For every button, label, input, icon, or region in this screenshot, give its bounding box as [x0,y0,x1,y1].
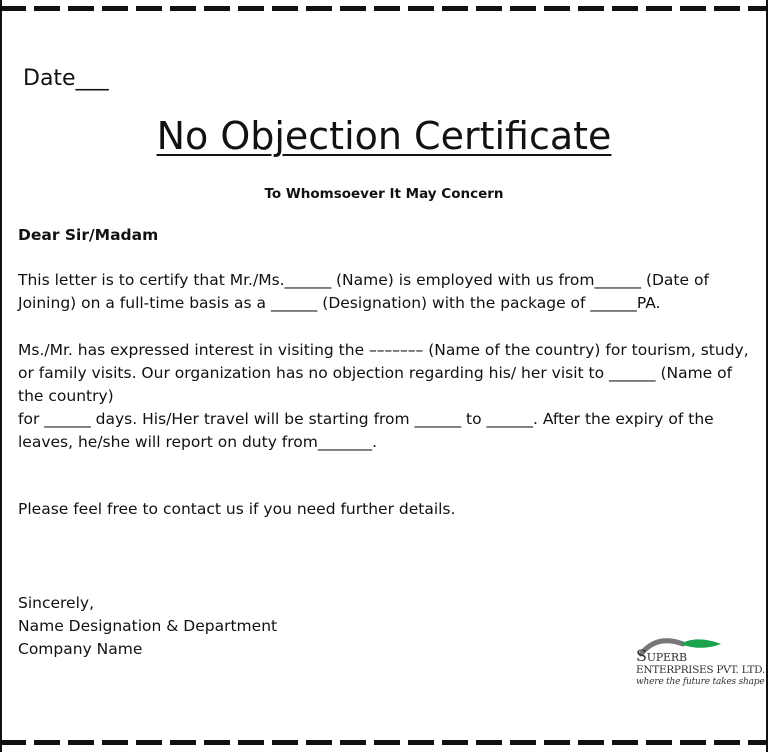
top-dashed-border [0,6,768,11]
left-border [0,0,2,752]
paragraph-travel-line1: Ms./Mr. has expressed interest in visiting the ––––––– (Name of the country) for tourism, study, or family visits. Our organization has no objection regarding his/ her visit to ______ (Name of the country) [18,341,749,405]
logo-company-type: ENTERPRISES PVT. LTD. [636,664,765,676]
page-title: No Objection Certificate [156,114,612,158]
closing-salutation: Sincerely, [18,594,95,612]
paragraph-travel [18,339,758,454]
bottom-dashed-border [0,740,768,745]
signatory-designation: Name Designation & Department [18,617,278,635]
company-name: Company Name [18,640,143,658]
logo-initial: S [636,646,647,665]
logo-leaf-icon [681,639,721,647]
logo-text [636,646,765,688]
greeting: Dear Sir/Madam [18,226,159,244]
paragraph-contact: Please feel free to contact us if you need further details. [18,500,456,518]
paragraph-employment: This letter is to certify that Mr./Ms.______ (Name) is employed with us from______ (Date of Joining) on a full-time basis as a ______ (Designation) with the package of ______PA. [18,271,709,312]
logo-name: UPERB [646,651,687,664]
subtitle: To Whomsoever It May Concern [264,186,504,202]
paragraph-travel-line2: for ______ days. His/Her travel will be starting from ______ to ______. After the expiry of the leaves, he/she will report on duty from_______. [18,410,714,451]
logo-tagline: where the future takes shape [636,677,765,687]
date-field: Date___ [23,66,109,91]
signature-block [18,592,277,661]
